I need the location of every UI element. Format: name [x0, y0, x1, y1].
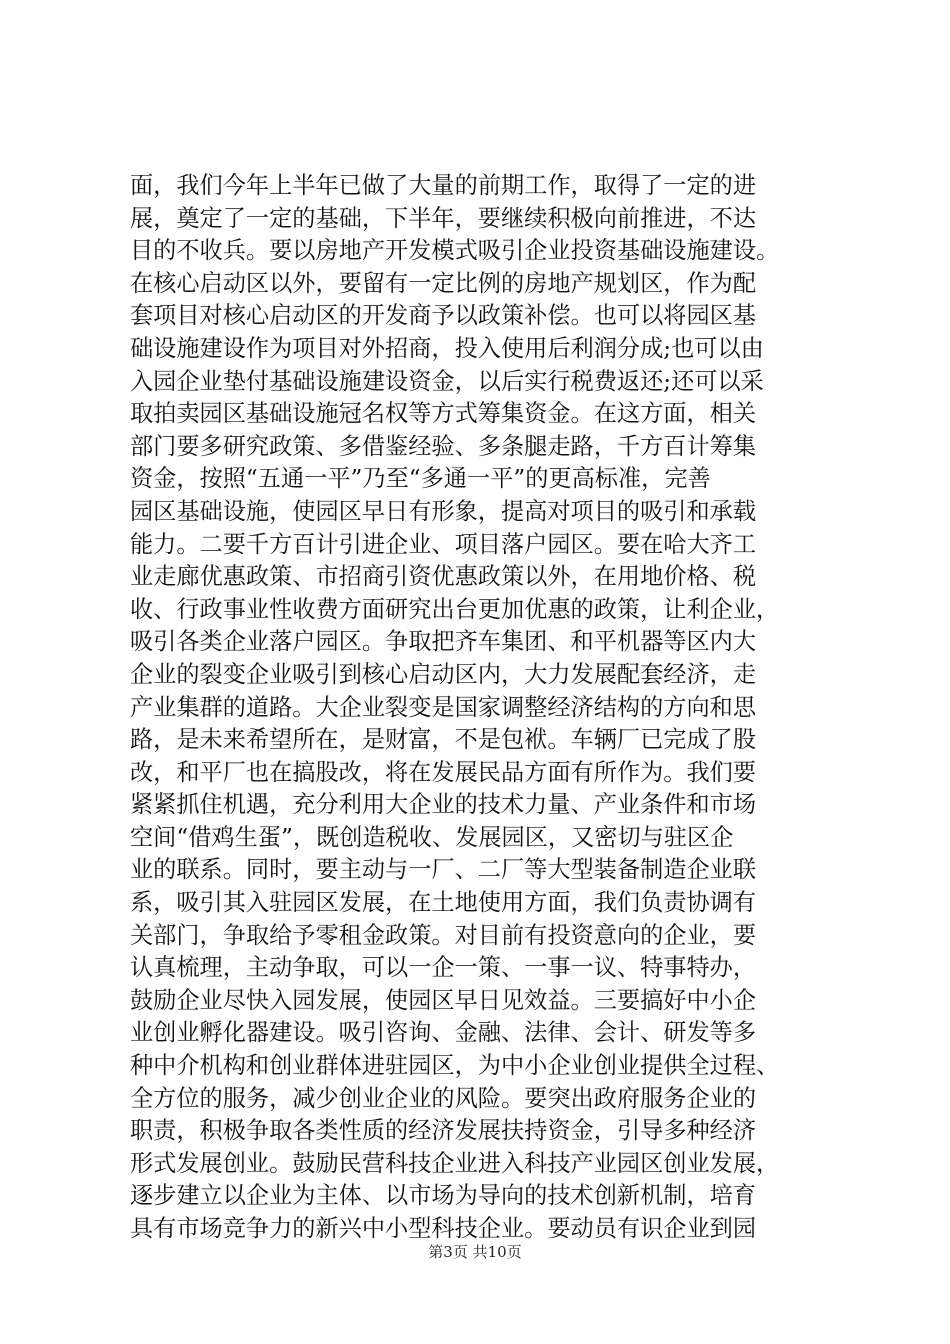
text-line: 关部门，争取给予零租金政策。对目前有投资意向的企业，要: [130, 921, 757, 949]
text-line: 具有市场竞争力的新兴中小型科技企业。要动员有识企业到园: [130, 1215, 757, 1242]
text-line: 收、行政事业性收费方面研究出台更加优惠的政策，让利企业，: [130, 595, 780, 623]
text-line: 企业的裂变企业吸引到核心启动区内，大力发展配套经济，走: [130, 660, 757, 688]
text-line: 目的不收兵。要以房地产开发模式吸引企业投资基础设施建设。: [130, 237, 780, 265]
text-line: 入园企业垫付基础设施建设资金，以后实行税费返还;还可以采: [130, 367, 764, 395]
text-line: 能力。二要千方百计引进企业、项目落户园区。要在哈大齐工: [130, 530, 757, 558]
text-line: 产业集群的道路。大企业裂变是国家调整经济结构的方向和思: [130, 693, 757, 721]
text-line: 业走廊优惠政策、市招商引资优惠政策以外，在用地价格、税: [130, 563, 757, 591]
text-line: 紧紧抓住机遇，充分利用大企业的技术力量、产业条件和市场: [130, 791, 757, 819]
text-line: 础设施建设作为项目对外招商，投入使用后利润分成;也可以由: [130, 334, 764, 362]
text-line: 空间“借鸡生蛋”，既创造税收、发展园区，又密切与驻区企: [130, 823, 734, 851]
text-line: 逐步建立以企业为主体、以市场为导向的技术创新机制，培育: [130, 1182, 757, 1210]
text-line: 面，我们今年上半年已做了大量的前期工作，取得了一定的进: [130, 172, 757, 199]
text-line: 业创业孵化器建设。吸引咨询、金融、法律、会计、研发等多: [130, 1019, 757, 1047]
text-line: 系，吸引其入驻园区发展，在土地使用方面，我们负责协调有: [130, 889, 757, 917]
text-line: 路，是未来希望所在，是财富，不是包袱。车辆厂已完成了股: [130, 726, 757, 754]
text-line: 鼓励企业尽快入园发展，使园区早日见效益。三要搞好中小企: [130, 986, 757, 1014]
text-line: 全方位的服务，减少创业企业的风险。要突出政府服务企业的: [130, 1084, 757, 1112]
body-text: [130, 170, 830, 1246]
text-line: 业的联系。同时，要主动与一厂、二厂等大型装备制造企业联: [130, 856, 757, 884]
text-line: 展，奠定了一定的基础，下半年，要继续积极向前推进，不达: [130, 204, 757, 232]
page-footer: 第3页 共10页: [428, 1243, 522, 1261]
text-line: 资金，按照“五通一平”乃至“多通一平”的更高标准，完善: [130, 465, 711, 493]
text-line: 形式发展创业。鼓励民营科技企业进入科技产业园区创业发展，: [130, 1149, 780, 1177]
text-line: 改，和平厂也在搞股改，将在发展民品方面有所作为。我们要: [130, 758, 757, 786]
text-line: 套项目对核心启动区的开发商予以政策补偿。也可以将园区基: [130, 302, 757, 330]
text-line: 取拍卖园区基础设施冠名权等方式筹集资金。在这方面，相关: [130, 400, 757, 428]
text-line: 在核心启动区以外，要留有一定比例的房地产规划区，作为配: [130, 269, 757, 297]
text-line: 吸引各类企业落户园区。争取把齐车集团、和平机器等区内大: [130, 628, 757, 656]
text-line: 种中介机构和创业群体进驻园区，为中小企业创业提供全过程、: [130, 1052, 780, 1080]
text-line: 认真梳理，主动争取，可以一企一策、一事一议、特事特办，: [130, 954, 757, 982]
text-line: 园区基础设施，使园区早日有形象，提高对项目的吸引和承载: [130, 497, 757, 525]
text-line: 职责，积极争取各类性质的经济发展扶持资金，引导多种经济: [130, 1117, 757, 1145]
text-line: 部门要多研究政策、多借鉴经验、多条腿走路，千方百计筹集: [130, 432, 757, 460]
